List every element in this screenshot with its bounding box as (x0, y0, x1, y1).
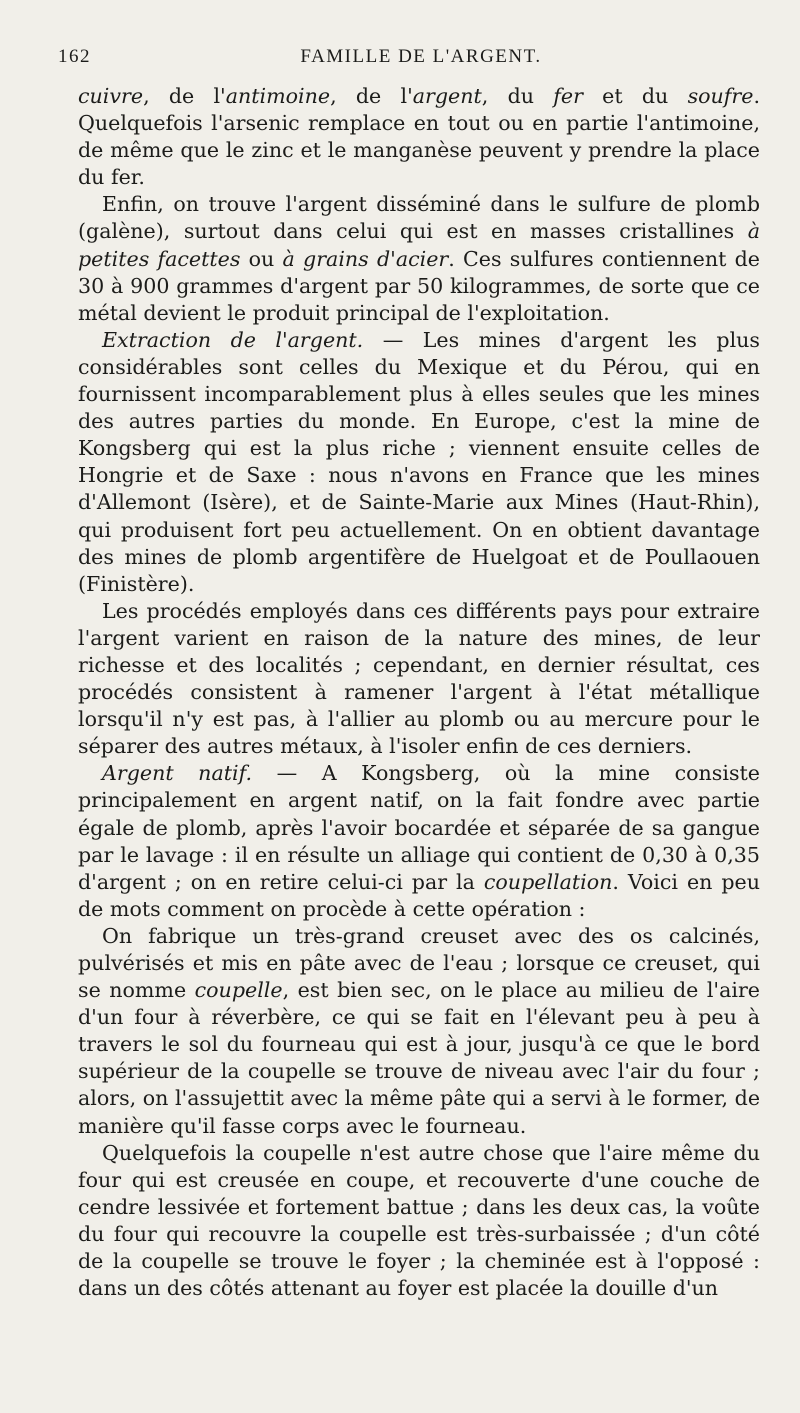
italic-run: cuivre (78, 84, 144, 108)
paragraph-extraction (78, 327, 760, 598)
paragraph-furnace (78, 1140, 760, 1303)
text-run: . Quelquefois l'arsenic remplace en tout ou en partie l'antimoine, de même que le zinc et le manganèse peuvent y prendre la place du fer. (78, 84, 761, 190)
text-run: — A Kongsberg, où la mine consiste principalement en argent natif, on la fait fondre avec partie égale de plomb, après l'avoir bocardée et séparée de sa gangue par le lavage : il en résulte un alliage qui contient de 0,30 à 0,35 d'argent ; on en retire celui-ci par la (78, 761, 760, 894)
text-run: Enfin, on trouve l'argent disséminé dans le sulfure de plomb (galène), surtout dans celui qui est en masses cristallines (78, 192, 760, 244)
paragraph-cupel (78, 923, 760, 1140)
text-run: Les procédés employés dans ces différents pays pour extraire l'argent varient en raison de la nature des mines, de leur richesse et des localités ; cependant, en dernier résultat, ces procédés consistent à ramener l'argent à l'état métallique lorsqu'il n'y est pas, à l'allier au plomb ou au mercure pour le séparer des autres métaux, à l'isoler enfin de ces derniers. (78, 598, 760, 759)
page-number: 162 (58, 46, 91, 67)
italic-run: soufre (687, 84, 754, 108)
italic-run: Argent natif. (102, 761, 253, 786)
text-run: On fabrique un très-grand creuset avec des os calcinés, pulvérisés et mis en pâte avec de l'eau ; lorsque ce creuset, qui se nomme (78, 923, 760, 1003)
text-run: , du (481, 84, 554, 108)
running-title: FAMILLE DE L'ARGENT. (300, 46, 542, 67)
text-run: . Voici en peu de mots comment on procède à cette opération : (78, 869, 760, 921)
italic-run: antimoine (225, 84, 331, 108)
italic-run: coupelle (194, 978, 283, 1003)
italic-run: argent (412, 84, 482, 108)
paragraph-processes (78, 598, 760, 761)
text-run: ou (240, 246, 283, 271)
text-run: et du (582, 84, 688, 108)
text-run: , est bien sec, on le place au milieu de l'aire d'un four à réverbère, ce qui se fait en l'élevant peu à peu à travers le sol du fourneau qui est à jour, jusqu'à ce que le bord supérieur de la coupelle se trouve de niveau avec l'air du four ; alors, on l'assujettit avec la même pâte qui a servi à le former, de manière qu'il fasse corps avec le fourneau. (78, 978, 761, 1138)
paragraph-continued (78, 83, 760, 191)
italic-run: à petites facettes (78, 219, 760, 271)
text-run: — Les mines d'argent les plus considérables sont celles du Mexique et du Pérou, qui en fournissent incomparablement plus à elles seules que les mines des autres parties du monde. En Europe, c'est la mine de Kongsberg qui est la plus riche ; viennent ensuite celles de Hongrie et de Saxe : nous n'avons en France que les mines d'Allemont (Isère), et de Sainte-Marie aux Mines (Haut-Rhin), qui produisent fort peu actuellement. On en obtient davantage des mines de plomb argentifère de Huelgoat et de Poullaouen (Finistère). (78, 327, 760, 596)
paragraph-native-silver (78, 760, 760, 923)
italic-run: coupellation (483, 869, 613, 894)
italic-run: Extraction de l'argent. (102, 327, 364, 352)
body-text (78, 83, 760, 1302)
text-run: , de l' (143, 84, 226, 108)
text-run: , de l' (330, 84, 413, 108)
running-head (58, 46, 764, 74)
text-run: . Ces sulfures contiennent de 30 à 900 grammes d'argent par 50 kilogrammes, de sorte que ce métal devient le produit principal de l'exploitation. (78, 246, 760, 325)
italic-run: à grains d'acier (282, 246, 449, 271)
text-run: Quelquefois la coupelle n'est autre chose que l'aire même du four qui est creusée en coupe, et recouverte d'une couche de cendre lessivée et fortement battue ; dans les deux cas, la voûte du four qui recouvre la coupelle est très-surbaissée ; d'un côté de la coupelle se trouve le foyer ; la cheminée est à l'opposé : dans un des côtés attenant au foyer est placée la douille d'un (78, 1140, 760, 1301)
italic-run: fer (553, 84, 583, 108)
paragraph-galena (78, 191, 760, 326)
